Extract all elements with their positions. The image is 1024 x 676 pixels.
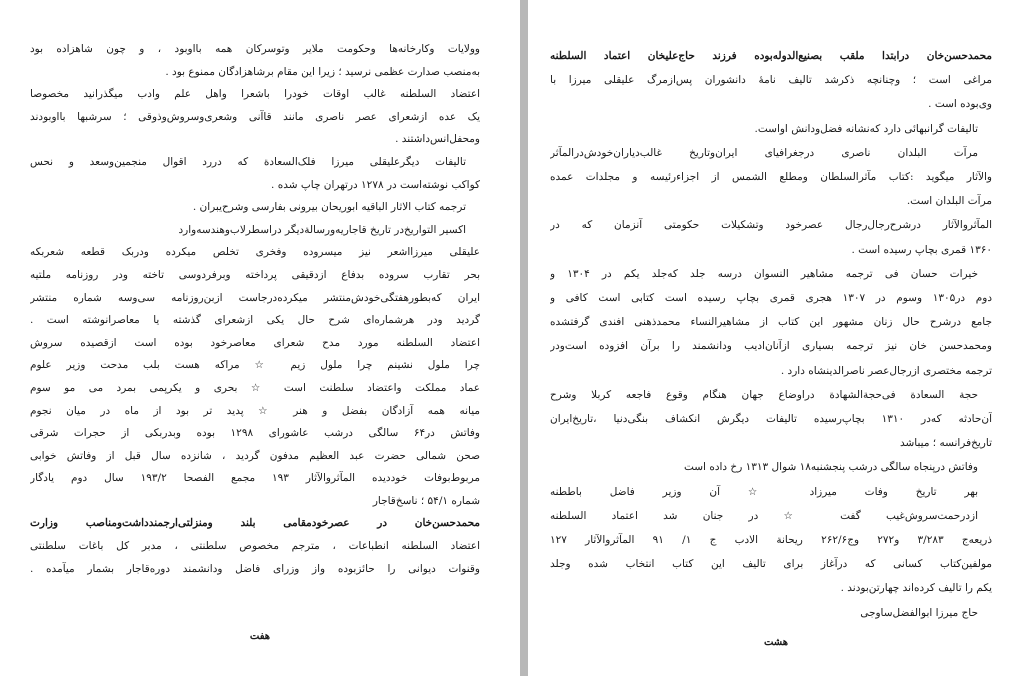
text-line: اعتضاد السلطنه غالب اوقات خودرا باشعرا واهل علم وادب میگذرانید مخصوصا: [30, 88, 480, 101]
text-line: مربوط‌بوفات خوددیده المآثروالآثار ۱۹۳ مجمع الفصحا ۱۹۳/۲ سال دوم یادگار: [30, 472, 480, 485]
text-line: اعتضاد السلطنه مورد مدح شعرای معاصرخود بوده است ازقصیده سروش: [30, 336, 480, 349]
text-line: کواکب نوشته‌است در ۱۲۷۸ درتهران چاپ شده .: [271, 178, 480, 191]
verse-line: چرا ملول نشینم چرا ملول زیم ☆ مراکه هست بلب مدحت وزیر علوم: [30, 359, 480, 372]
verse-line: ازدرحمت‌سروش‌غیب گفت ☆ در جنان شد اعتماد السلطنه: [550, 509, 978, 522]
text-line: ومحمدحسن خان نیز ترجمه بسیاری ازآنان‌ادیب ودانشمند را برآن افزوده است‌ودر: [550, 340, 992, 353]
text-line: محمدحسن‌خان درابتدا ملقب بصنیع‌الدوله‌بوده فرزند حاج‌علیخان اعتماد السلطنه: [550, 50, 992, 62]
text-line: خیرات حسان فی ترجمه مشاهیر النسوان درسه جلد که‌جلد یکم در ۱۳۰۴ و: [550, 267, 978, 280]
text-line: حاج میرزا ابوالفضل‌ساوجی: [860, 606, 978, 619]
right-page: [528, 0, 1024, 676]
text-line: جامع درشرح حال زنان مشهور این کتاب از مشاهیرالنساء محمدذهنی افندی گرفتشده: [550, 316, 992, 329]
text-line: ترجمه مختصری ازرجال‌عصر ناصرالدینشاه دارد .: [780, 364, 992, 377]
text-line: وفاتش در۶۴ سالگی درشب عاشورای ۱۲۹۸ بوده وبدربکی از حجرات شرقی: [30, 427, 480, 440]
text-line: مرآت البلدان ناصری درجغرافیای ایران‌وتاریخ غالب‌دیاران‌خودش‌درالمآثر: [550, 146, 978, 159]
text-line: وفاتش در‌پنجاه سالگی درشب پنجشنبه۱۸ شوال ۱۳۱۳ رخ داده است: [683, 461, 978, 474]
text-line: تاریخ‌فرانسه ؛ میباشد: [899, 437, 992, 450]
text-line: شماره ۵۴/۱ ؛ ناسخ‌قاجار: [372, 494, 480, 507]
text-line: ایران که‌بطورهفتگی‌خودش‌منتشر میکرده‌درجاست ازبن‌روزنامه سی‌وسه شماره منتشر: [30, 291, 480, 304]
text-line: یک عده ازشعرای عصر ناصری مانند قاآنی وشعری‌وسروش‌وذوقی ؛ سرشبها بااوبودند: [30, 110, 480, 123]
text-line: وقنوات دیوانی را حائزبوده واز وزرای فاضل ودانشمند دوره‌قاجار بشمار میآمده .: [30, 562, 480, 575]
text-line: گردید ودر هرشماره‌ای شرح حال یکی ازشعرای گذشته یا معاصرانوشته است .: [30, 314, 480, 327]
text-line: اکسیر التواریخ‌در تاریخ قاجاریه‌ورسالة‌دیگر دراسطرلاب‌وهندسه‌وارد: [178, 223, 466, 236]
text-line: بحر تقارب سروده بدفاع ازدقیقی پرداخته وبرفردوسی تاخته ودر روزنامه ملتیه: [30, 268, 480, 281]
text-line: تالیفات دیگرعلیقلی میرزا فلک‌السعادة که دررد اقوال منجمین‌وسعد و نحس: [30, 155, 466, 168]
page-number: هشت: [763, 637, 788, 648]
text-line: مراغی است ؛ وچنانچه ذکرشد تالیف نامهٔ دانشوران پس‌ازمرگ علیقلی میرزا با: [550, 74, 992, 87]
text-line: وولایات وکارخانه‌ها وحکومت ملایر وتوسرکان همه باا‌وبود ، و چون شاهزاده بود: [30, 43, 480, 55]
verse-line: میانه همه آزادگان بفضل و هنر ☆ پدید تر بود از ماه در میان نجوم: [30, 404, 480, 417]
text-line: المآثروالآثار درشرح‌رجال‌رجال عصرخود وتشکیلات حکومتی آنزمان که در: [550, 219, 992, 232]
verse-line: عماد مملکت واعتضاد سلطنت است ☆ بحری و یکرپمی بمرد می مو سوم: [30, 381, 480, 394]
text-line: حجة السعادة فی‌حجة‌الشهادة دراوضاع جهان هنگام وقوع فاجعه کربلا وشرح: [550, 388, 978, 401]
text-line: آن‌حادثه که‌در ۱۳۱۰ بچاپ‌رسیده تالیفات دیگرش انکشاف بنگی‌دنیا ،تاریخ‌ایران: [550, 413, 992, 426]
text-line: ذریعه‌ج ۳/۲۸۳ و۲۷۲ وج۲۶۲/۶ ریحانة الادب ج ۱/ ۹۱ المآثروالآثار ۱۲۷: [550, 534, 992, 547]
text-line: به‌منصب صدارت عظمی نرسید ؛ زیرا این مقام برشاهزادگان ممنوع بود .: [165, 65, 480, 78]
text-line: دوم در۱۳۰۵ وسوم در ۱۳۰۷ هجری قمری بچاپ رسیده است کتابی است کافی و: [550, 292, 992, 305]
text-line: وی‌بوده است .: [928, 98, 992, 111]
text-line: ومحفل‌انس‌داشتند .: [395, 133, 480, 146]
text-line: محمدحسن‌خان در عصرخودمقامی بلند ومنزلتی‌ارجمندداشت‌ومناصب وزارت: [30, 517, 480, 530]
verse-line: بهر تاریخ وفات میرزاد ☆ آن وزیر فاضل باططنه: [550, 485, 978, 498]
page-number: هفت: [249, 631, 271, 642]
text-line: ترجمه کتاب الاثار الباقیه ابوریحان بیرونی بفارسی وشرح‌یبران .: [192, 201, 466, 214]
text-line: صحن شمالی حضرت عبد العظیم مدفون گردید ، شانزده سال قبل از وفاتش خوابی: [30, 449, 480, 462]
text-line: اعتضاد السلطنه انطباعات ، مترجم مخصوص سلطنتی ، مدبر کل باغات سلطنتی: [30, 540, 480, 553]
text-line: علیقلی میرزااشعر نیز میسروده وفخری تخلص میکرده ودربک قطعه شعربکه: [30, 246, 480, 259]
text-line: مرآت البلدان است.: [906, 195, 992, 208]
text-line: یکم را تالیف کرده‌اند چهارتن‌بودند .: [840, 582, 992, 595]
page-gutter: [520, 0, 528, 676]
text-line: ۱۳۶۰ قمری بچاپ رسیده است .: [851, 243, 992, 256]
text-line: مولفین‌کتاب کسانی که درآغاز برای تالیف این کتاب انتخاب شده وجلد: [550, 558, 992, 571]
text-line: تالیفات گرانبهائی دارد که‌نشانه فضل‌ودانش اواست.: [754, 122, 978, 135]
text-line: والآثار میگوید :کتاب مآثرالسلطان ومطلع الشمس از اجزاء‌رئیسه و مجلدات عمده: [550, 171, 992, 184]
